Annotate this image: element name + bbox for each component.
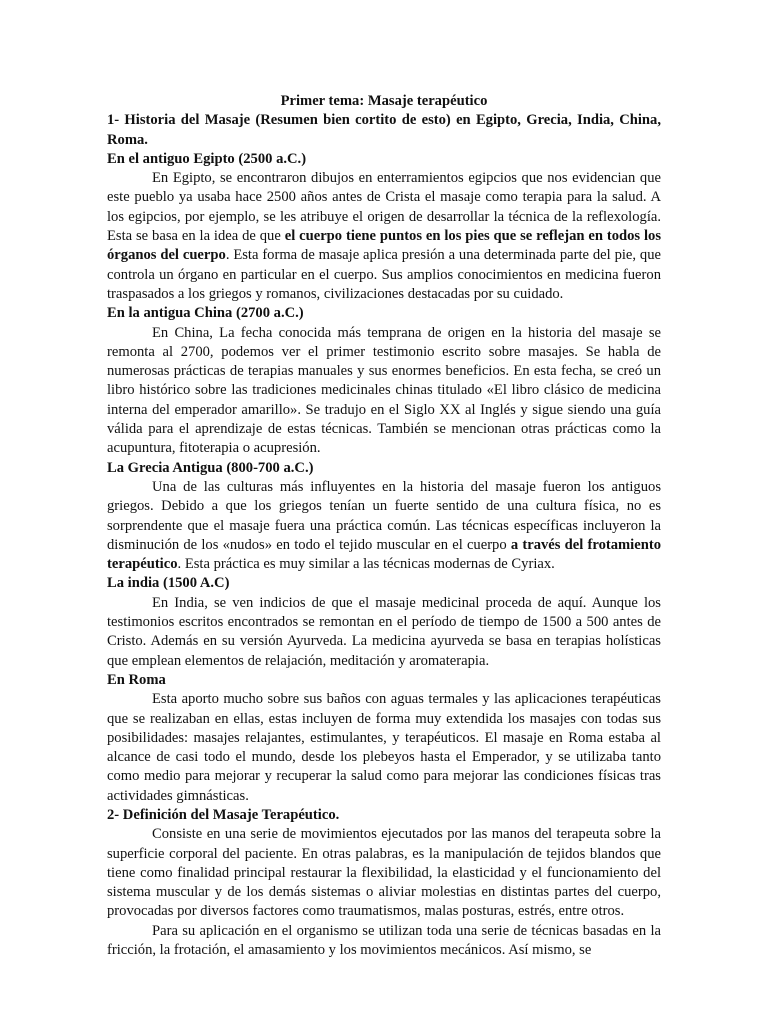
india-paragraph: En India, se ven indicios de que el masaje medicinal proceda de aquí. Aunque los testimonios escritos encontrados se remontan en el período de tiempo de 1500 a 500 antes de Cristo. Además en su versión Ayurveda. La medicina ayurveda se basa en terapias holísticas que emplean elementos de relajación, meditación y aromaterapia. — [107, 594, 661, 669]
egipto-heading: En el antiguo Egipto (2500 a.C.) — [107, 150, 307, 167]
document-title: Primer tema: Masaje terapéutico — [280, 93, 488, 109]
grecia-bold-text: a través del frotamiento terapéutico — [107, 536, 661, 573]
egipto-text-start: En Egipto, se encontraron dibujos en enterramientos egipcios que nos evidencian que este pueblo ya usaba hace 2500 años antes de Crista el masaje como terapia para la salud. A los egipcios, por ejemplo, se les atribuye el origen de desarrollar la técnica de la reflexología. Esta se basa en la idea de que — [107, 170, 661, 245]
section-2-heading: 2- Definición del Masaje Terapéutico. — [107, 806, 340, 823]
china-heading: En la antigua China (2700 a.C.) — [107, 305, 304, 322]
definition-paragraph-1: Consiste en una serie de movimientos ejecutados por las manos del terapeuta sobre la superficie corporal del paciente. En otras palabras, es la manipulación de tejidos blandos que tiene como finalidad principal restaurar la flexibilidad, la elasticidad y el funcionamiento del sistema muscular y de los demás sistemas o aliviar molestias en distintas partes del cuerpo, provocadas por diversos factores como traumatismos, malas posturas, estrés, entre otros. — [107, 826, 661, 920]
egipto-text-end: . Esta forma de masaje aplica presión a una determinada parte del pie, que controla un órgano en particular en el cuerpo. Sus amplios conocimientos en medicina fueron traspasados a los griegos y romanos, civilizaciones destacadas por su cuidado. — [107, 247, 661, 302]
roma-paragraph: Esta aporto mucho sobre sus baños con aguas termales y las aplicaciones terapéuticas que se realizaban en ellas, estas incluyen de forma muy extendida los masajes con todas sus posibilidades: masajes relajantes, estimulantes, y terapéuticos. El masaje en Roma estaba al alcance de casi todo el mundo, desde los plebeyos hasta el Emperador, y se utilizaba tanto como medio para mejorar y recuperar la salud como para mejorar las condiciones físicas tras actividades gimnásticas. — [107, 691, 661, 804]
section-1-heading: 1- Historia del Masaje (Resumen bien cortito de esto) en Egipto, Grecia, India, China, Roma. — [107, 112, 661, 148]
grecia-heading: La Grecia Antigua (800-700 a.C.) — [107, 459, 314, 476]
definition-paragraph-2: Para su aplicación en el organismo se utilizan toda una serie de técnicas basadas en la fricción, la frotación, el amasamiento y los movimientos mecánicos. Así mismo, se — [107, 922, 661, 959]
roma-heading: En Roma — [107, 671, 166, 688]
egipto-bold-text: el cuerpo tiene puntos en los pies que se reflejan en todos los órganos del cuerpo — [107, 228, 661, 264]
india-heading: La india (1500 A.C) — [107, 575, 230, 592]
grecia-paragraph — [107, 478, 661, 574]
grecia-text-start: Una de las culturas más influyentes en la historia del masaje fueron los antiguos griegos. Debido a que los griegos tenían un fuerte sentido de una cultura física, no es sorprendente que el masaje fuera una práctica común. Las técnicas específicas incluyeron la disminución de los «nudos» en todo el tejido muscular en el cuerpo — [107, 478, 661, 553]
grecia-text-end: . Esta práctica es muy similar a las técnicas modernas de Cyriax. — [177, 556, 555, 573]
china-paragraph: En China, La fecha conocida más temprana de origen en la historia del masaje se remonta al 2700, podemos ver el primer testimonio escrito sobre masajes. Se habla de numerosas prácticas de terapias manuales y sus enormes beneficios. En esta fecha, se creó un libro histórico sobre las tradiciones medicinales chinas titulado «El libro clásico de medicina interna del emperador amarillo». Se tradujo en el Siglo XX al Inglés y sigue siendo una guía válida para el aprendizaje de estas técnicas. También se mencionan otras prácticas como la acupuntura, fitoterapia o acupresión. — [107, 324, 661, 457]
egipto-paragraph — [107, 169, 661, 304]
